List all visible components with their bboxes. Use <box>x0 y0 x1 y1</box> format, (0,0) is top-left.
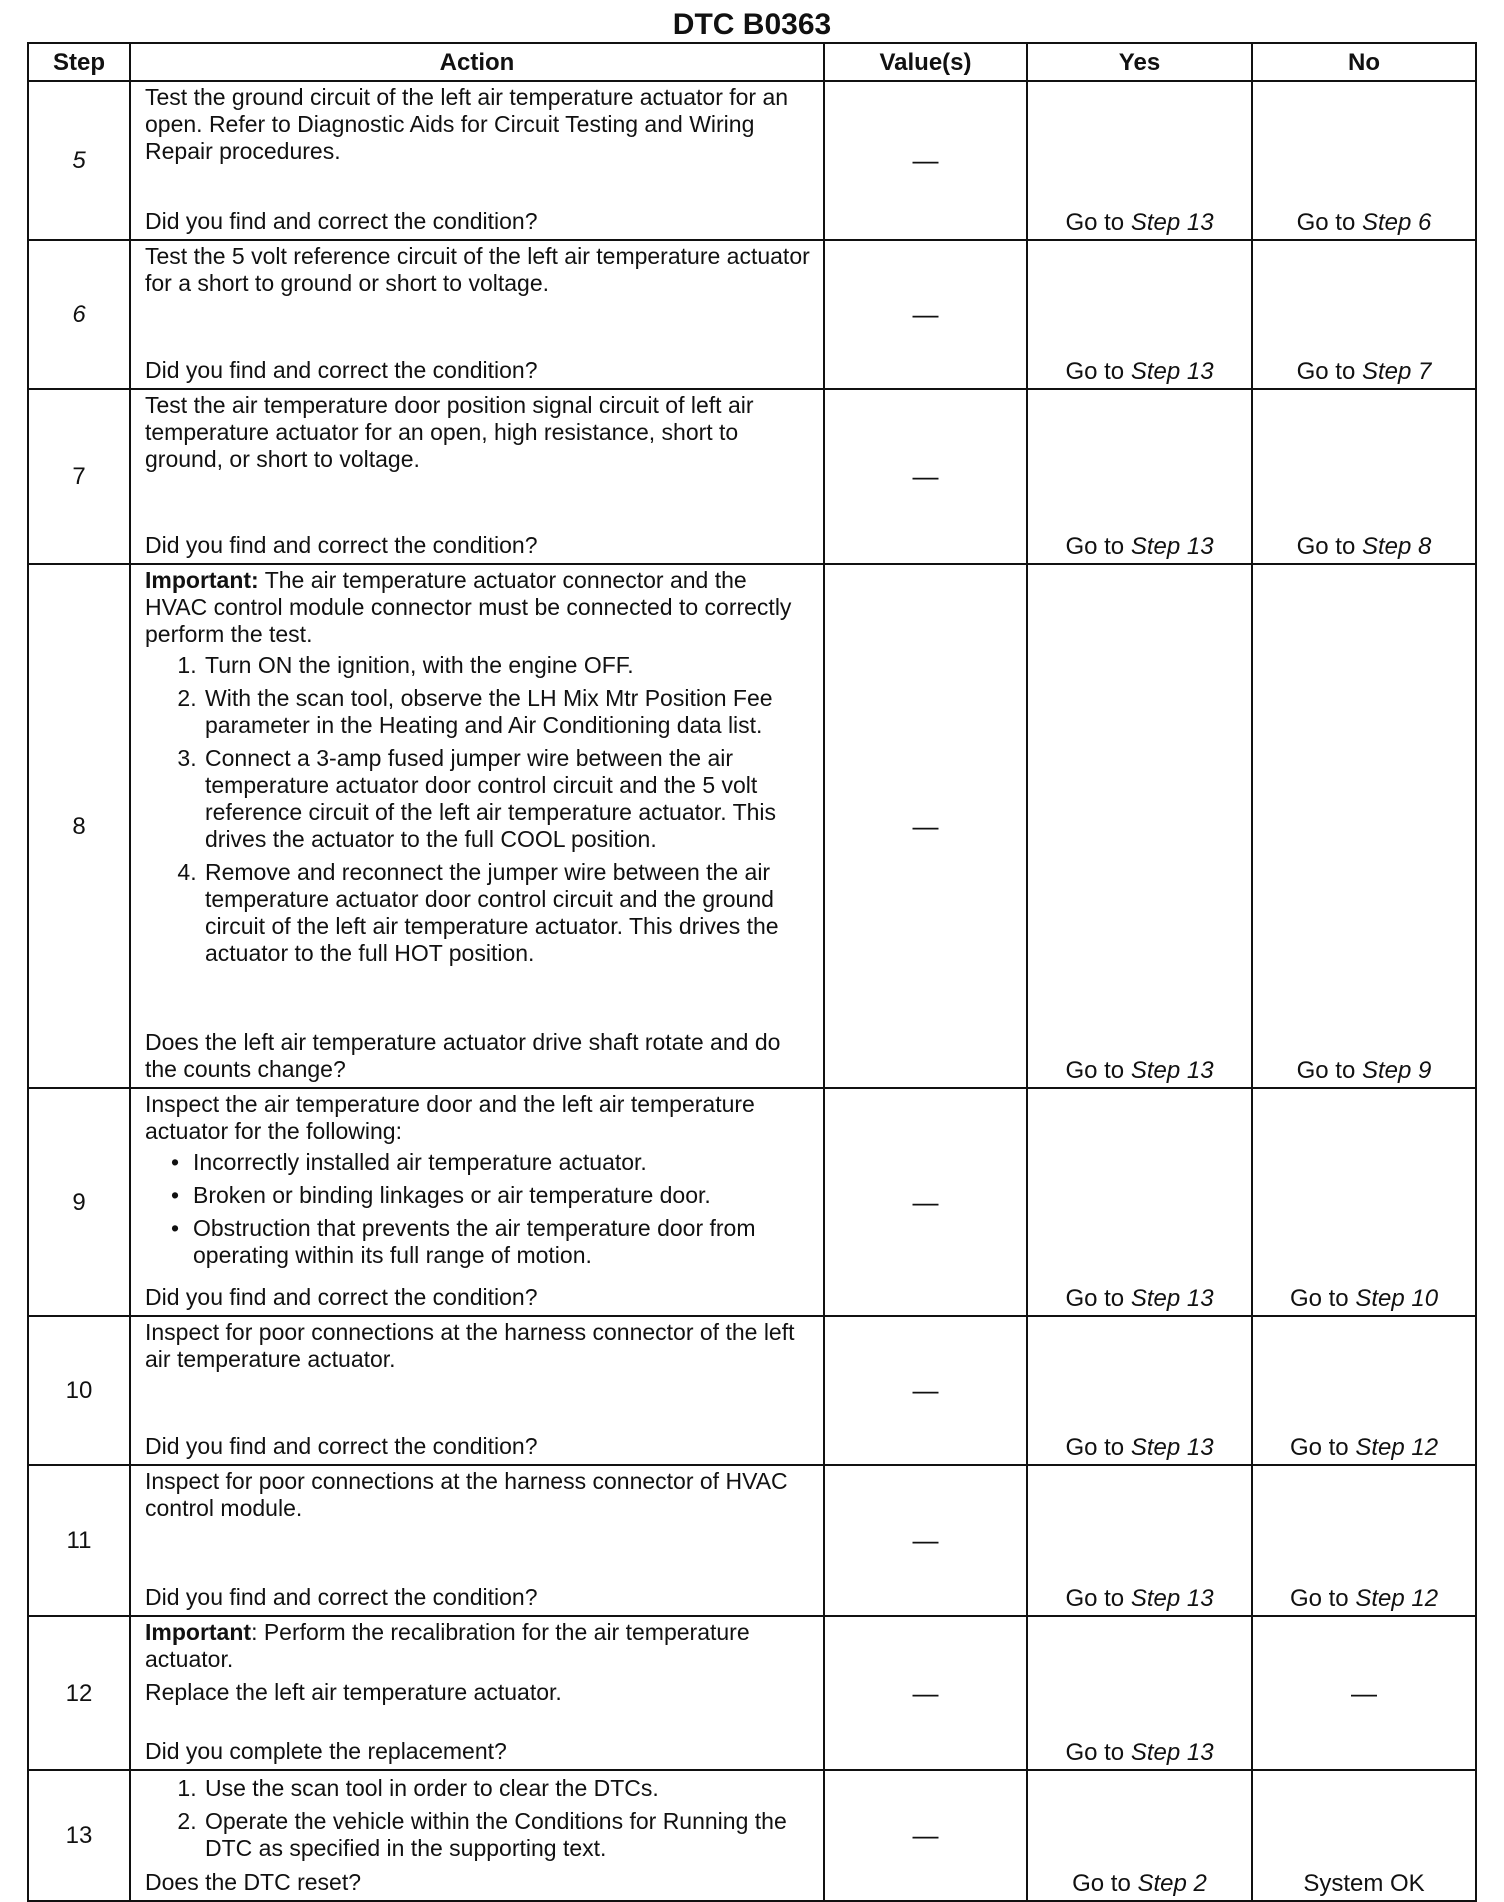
no-cell <box>1252 1465 1476 1616</box>
value-dash: — <box>912 1186 939 1217</box>
procedure-list <box>145 1775 813 1868</box>
action-text: Test the 5 volt reference circuit of the left air temperature actuator for a short to ground or short to voltage. <box>145 243 810 296</box>
yes-goto-step: Step 13 <box>1130 533 1214 560</box>
table-row <box>28 564 1476 1088</box>
table-header-row <box>28 43 1476 81</box>
list-item: • Obstruction that prevents the air temperature door from operating within its full range of motion. <box>193 1215 813 1269</box>
yes-cell <box>1027 1316 1252 1465</box>
no-cell <box>1252 81 1476 240</box>
value-cell <box>824 1616 1027 1770</box>
table-row <box>28 1088 1476 1316</box>
yes-cell <box>1027 240 1252 389</box>
important-text: The air temperature actuator connector and the HVAC control module connector must be connected to correctly perform the test. <box>145 567 792 647</box>
goto-label: Go to <box>1296 1057 1356 1084</box>
action-cell <box>130 240 824 389</box>
action-question: Did you complete the replacement? <box>145 1738 507 1764</box>
no-dash: — <box>1351 1677 1377 1708</box>
action-cell <box>130 1088 824 1316</box>
action-cell <box>130 389 824 564</box>
header-no: No <box>1252 43 1476 81</box>
list-item: • Broken or binding linkages or air temperature door. <box>193 1182 813 1209</box>
no-cell <box>1252 564 1476 1088</box>
important-label: Important <box>145 1619 252 1645</box>
action-text: Test the ground circuit of the left air temperature actuator for an open. Refer to Diagnostic Aids for Circuit Testing and Wiring Repair procedures. <box>145 84 789 164</box>
value-dash: — <box>912 299 939 329</box>
goto-label: Go to <box>1072 1870 1131 1897</box>
yes-cell <box>1027 81 1252 240</box>
no-cell <box>1252 1316 1476 1465</box>
value-cell <box>824 389 1027 564</box>
table-row <box>28 1770 1476 1901</box>
no-cell <box>1252 1770 1476 1901</box>
list-item: 2. Operate the vehicle within the Conditions for Running the DTC as specified in the supporting text. <box>203 1808 813 1862</box>
step-number: 12 <box>28 1616 130 1770</box>
step-number: 7 <box>28 389 130 564</box>
action-cell <box>130 1616 824 1770</box>
no-goto-step: Step 7 <box>1361 358 1432 385</box>
table-row <box>28 1616 1476 1770</box>
yes-cell <box>1027 389 1252 564</box>
yes-cell <box>1027 564 1252 1088</box>
list-item: 3. Connect a 3-amp fused jumper wire between the air temperature actuator door control circuit and the 5 volt reference circuit of the left air temperature actuator. This drives the actuator to the full COOL position. <box>203 745 813 853</box>
value-dash: — <box>912 1820 939 1850</box>
goto-label: Go to <box>1289 1585 1349 1612</box>
goto-label: Go to <box>1065 1434 1125 1461</box>
action-text: Inspect for poor connections at the harness connector of HVAC control module. <box>145 1468 788 1521</box>
yes-cell <box>1027 1088 1252 1316</box>
step-number: 13 <box>28 1770 130 1901</box>
no-cell <box>1252 1616 1476 1770</box>
value-cell <box>824 564 1027 1088</box>
header-values: Value(s) <box>824 43 1027 81</box>
no-goto-step: Step 8 <box>1361 533 1432 560</box>
list-item: 2. With the scan tool, observe the LH Mix Mtr Position Fee parameter in the Heating and Air Conditioning data list. <box>203 685 813 739</box>
yes-goto-step: Step 13 <box>1130 1057 1214 1084</box>
no-cell <box>1252 240 1476 389</box>
value-dash: — <box>912 461 939 491</box>
yes-cell <box>1027 1616 1252 1770</box>
table-row <box>28 389 1476 564</box>
value-cell <box>824 81 1027 240</box>
yes-goto-step: Step 13 <box>1130 1585 1214 1612</box>
yes-goto-step: Step 13 <box>1130 1434 1214 1461</box>
yes-goto-step: Step 13 <box>1130 1739 1214 1766</box>
goto-label: Go to <box>1065 1739 1125 1766</box>
step-number: 6 <box>28 240 130 389</box>
table-row <box>28 240 1476 389</box>
goto-label: Go to <box>1289 1434 1349 1461</box>
action-question: Did you find and correct the condition? <box>145 1284 538 1310</box>
action-text: Replace the left air temperature actuator. <box>145 1679 562 1705</box>
value-cell <box>824 240 1027 389</box>
table-row <box>28 1316 1476 1465</box>
action-question: Did you find and correct the condition? <box>145 1584 538 1610</box>
action-question: Did you find and correct the condition? <box>145 208 538 234</box>
action-question: Does the DTC reset? <box>145 1869 362 1895</box>
page-title: DTC B0363 <box>672 8 832 41</box>
goto-label: Go to <box>1296 209 1356 236</box>
header-step: Step <box>28 43 130 81</box>
value-dash: — <box>912 145 939 175</box>
bullet-list <box>145 1149 813 1269</box>
action-question: Did you find and correct the condition? <box>145 357 538 383</box>
goto-label: Go to <box>1065 1285 1125 1312</box>
list-item: • Incorrectly installed air temperature actuator. <box>193 1149 813 1176</box>
no-goto-step: Step 9 <box>1361 1057 1432 1084</box>
list-item: 1. Use the scan tool in order to clear the DTCs. <box>203 1775 813 1802</box>
value-cell <box>824 1316 1027 1465</box>
goto-label: Go to <box>1065 1585 1125 1612</box>
value-dash: — <box>912 810 939 841</box>
action-text: Test the air temperature door position signal circuit of left air temperature actuator for an open, high resistance, short to ground, or short to voltage. <box>145 392 754 472</box>
goto-label: Go to <box>1296 533 1356 560</box>
important-text: : Perform the recalibration for the air temperature actuator. <box>145 1619 750 1672</box>
table-row <box>28 1465 1476 1616</box>
no-goto-step: Step 12 <box>1355 1434 1439 1461</box>
action-cell <box>130 1465 824 1616</box>
goto-label: Go to <box>1065 209 1125 236</box>
header-action: Action <box>130 43 824 81</box>
goto-label: Go to <box>1065 1057 1125 1084</box>
important-label: Important: <box>145 567 259 593</box>
yes-goto-step: Step 13 <box>1130 1285 1214 1312</box>
goto-label: Go to <box>1296 358 1356 385</box>
important-note <box>145 1619 813 1673</box>
goto-label: Go to <box>1065 533 1125 560</box>
yes-cell <box>1027 1465 1252 1616</box>
step-number: 8 <box>28 564 130 1088</box>
value-cell <box>824 1465 1027 1616</box>
action-cell <box>130 1316 824 1465</box>
step-number: 11 <box>28 1465 130 1616</box>
action-cell <box>130 564 824 1088</box>
list-item: 4. Remove and reconnect the jumper wire between the air temperature actuator door control circuit and the ground circuit of the left air temperature actuator. This drives the actuator to the full HOT position. <box>203 859 813 967</box>
action-question: Did you find and correct the condition? <box>145 1433 538 1459</box>
header-yes: Yes <box>1027 43 1252 81</box>
action-text: Inspect for poor connections at the harness connector of the left air temperature actuator. <box>145 1319 795 1372</box>
important-note <box>145 567 813 648</box>
action-question: Does the left air temperature actuator drive shaft rotate and do the counts change? <box>145 1029 781 1082</box>
yes-goto-step: Step 2 <box>1137 1870 1207 1897</box>
action-question: Did you find and correct the condition? <box>145 532 538 558</box>
procedure-list <box>145 652 813 967</box>
yes-goto-step: Step 13 <box>1130 209 1214 236</box>
action-cell <box>130 81 824 240</box>
list-item: 1. Turn ON the ignition, with the engine OFF. <box>203 652 813 679</box>
value-cell <box>824 1770 1027 1901</box>
no-goto-step: Step 6 <box>1361 209 1432 236</box>
step-number: 9 <box>28 1088 130 1316</box>
value-cell <box>824 1088 1027 1316</box>
action-cell <box>130 1770 824 1901</box>
no-cell <box>1252 1088 1476 1316</box>
value-dash: — <box>912 1525 939 1555</box>
yes-cell <box>1027 1770 1252 1901</box>
value-dash: — <box>912 1375 939 1405</box>
goto-label: Go to <box>1289 1285 1349 1312</box>
yes-goto-step: Step 13 <box>1130 358 1214 385</box>
goto-label: Go to <box>1065 358 1125 385</box>
dtc-table <box>27 42 1477 1902</box>
step-number: 10 <box>28 1316 130 1465</box>
table-row <box>28 81 1476 240</box>
no-goto-step: Step 12 <box>1355 1585 1439 1612</box>
no-goto-step: Step 10 <box>1355 1285 1439 1312</box>
value-dash: — <box>912 1677 939 1708</box>
no-cell <box>1252 389 1476 564</box>
action-text: Inspect the air temperature door and the left air temperature actuator for the following: <box>145 1091 755 1144</box>
system-ok-text: System OK <box>1303 1870 1425 1897</box>
step-number: 5 <box>28 81 130 240</box>
